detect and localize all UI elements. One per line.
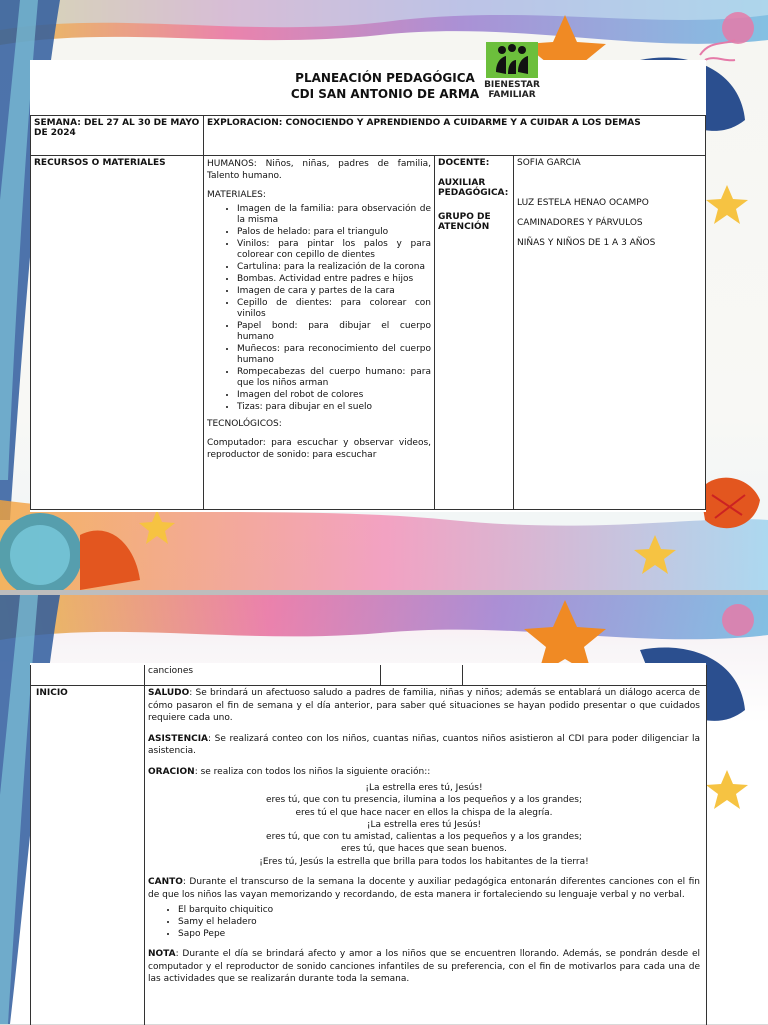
materiales-item: • Imagen de cara y partes de la cara: [237, 286, 431, 297]
materiales-item: • Imagen del robot de colores: [237, 390, 431, 401]
family-icon: [482, 42, 542, 82]
poem-line: eres tú, que haces que sean buenos.: [341, 844, 507, 855]
materiales-item: • Bombas. Actividad entre padres e hijos: [237, 274, 431, 285]
page-title: [290, 70, 480, 102]
materiales-item: • Muñecos: para reconocimiento del cuerpo humano: [237, 344, 431, 366]
tecnologicos-label: TECNOLÓGICOS:: [207, 419, 282, 429]
docente-value: SOFIA GARCIA: [517, 158, 581, 168]
docente-label: DOCENTE:: [438, 158, 490, 168]
asistencia-paragraph: ASISTENCIA: Se realizará conteo con los niños, cuantas niñas, cuantos niños asistieron al CDI para poder diligenciar la asistencia.: [148, 733, 700, 756]
materiales-item: • Cartulina: para la realización de la corona: [237, 262, 431, 273]
nota-paragraph: NOTA: Durante el día se brindará afecto y amor a los niños que se encuentren llorando. Además, se pondrán desde el computador y el reproductor de sonido canciones infantiles de su preferencia, con el fin de motivarlos para cada una de las actividades que se realizarán durante toda la semana.: [148, 949, 700, 985]
tecnologicos-text: Computador: para escuchar y observar videos, reproductor de sonido: para escuchar: [207, 438, 431, 460]
canciones-continuation: canciones: [148, 666, 194, 676]
recursos-label: RECURSOS O MATERIALES: [31, 156, 204, 510]
humanos-text: HUMANOS: Niños, niñas, padres de familia, Talento humano.: [207, 159, 431, 181]
canto-paragraph: CANTO: Durante el transcurso de la semana la docente y auxiliar pedagógica entonarán diferentes canciones con el fin de que los niños las vayan memorizando y recordando, de esta manera ir fortaleciendo su lenguaje verbal y no verbal.: [148, 877, 700, 900]
song-list: [148, 905, 700, 940]
song-item: • El barquito chiquitico: [178, 905, 700, 916]
canciones-row: [30, 665, 706, 686]
materiales-item: • Imagen de la familia: para observación de la misma: [237, 204, 431, 226]
grupo-label: GRUPO DE ATENCIÓN: [438, 212, 491, 232]
exploracion-cell: EXPLORACION: CONOCIENDO Y APRENDIENDO A CUIDARME Y A CUIDAR A LOS DEMAS: [204, 116, 706, 156]
inicio-content: [148, 687, 700, 994]
bienestar-familiar-logo: [482, 42, 542, 104]
oracion-paragraph: ORACION: se realiza con todos los niños la siguiente oración::: [148, 766, 431, 777]
auxiliar-value: LUZ ESTELA HENAO OCAMPO: [517, 198, 649, 208]
materiales-list: [207, 204, 431, 413]
title-line-1: PLANEACIÓN PEDAGÓGICA: [295, 71, 475, 85]
materiales-label: MATERIALES:: [207, 190, 266, 200]
song-item: • Sapo Pepe: [178, 929, 700, 940]
materiales-item: • Vinilos: para pintar los palos y para colorear con cepillo de dientes: [237, 239, 431, 261]
planning-table: [30, 115, 706, 510]
poem-line: ¡La estrella eres tú, Jesús!: [365, 783, 483, 793]
title-line-2: CDI SAN ANTONIO DE ARMA: [290, 87, 480, 101]
song-item: • Samy el heladero: [178, 917, 700, 928]
materiales-item: • Rompecabezas del cuerpo humano: para que los niños arman: [237, 367, 431, 389]
saludo-paragraph: SALUDO: Se brindará un afectuoso saludo a padres de familia, niñas y niños; además se entablará un diálogo acerca de cómo pasaron el fin de semana y el día anterior, para saber qué situaciones se hayan podido presentar o que cuidados requiere cada uno.: [148, 688, 700, 723]
materiales-item: • Cepillo de dientes: para colorear con vinilos: [237, 298, 431, 320]
poem-line: eres tú el que hace nacer en ellos la chispa de la alegría.: [295, 807, 553, 818]
materiales-item: • Papel bond: para dibujar el cuerpo humano: [237, 321, 431, 343]
poem-line: eres tú, que con tu amistad, calientas a los pequeños y a los grandes;: [266, 832, 582, 843]
poem-line: ¡La estrella eres tú Jesús!: [366, 819, 482, 830]
materiales-item: • Tizas: para dibujar en el suelo: [237, 402, 431, 413]
grupo-value-1: CAMINADORES Y PÁRVULOS: [517, 218, 643, 228]
docente-values: [514, 156, 706, 510]
semana-cell: SEMANA: DEL 27 AL 30 DE MAYO DE 2024: [31, 116, 204, 156]
docente-labels: [435, 156, 514, 510]
logo-text-1: BIENESTAR: [484, 80, 540, 90]
auxiliar-label: AUXILIAR PEDAGÓGICA:: [438, 178, 509, 198]
recursos-content: [204, 156, 435, 510]
inicio-label: INICIO: [36, 688, 68, 698]
oracion-poem: [148, 782, 700, 868]
poem-line: eres tú, que con tu presencia, ilumina a los pequeños y a los grandes;: [265, 795, 583, 806]
poem-line: ¡Eres tú, Jesús la estrella que brilla para todos los habitantes de la tierra!: [259, 856, 589, 867]
logo-text-2: FAMILIAR: [488, 90, 536, 100]
materiales-item: • Palos de helado: para el triangulo: [237, 227, 431, 238]
grupo-value-2: NIÑAS Y NIÑOS DE 1 A 3 AÑOS: [517, 238, 656, 248]
